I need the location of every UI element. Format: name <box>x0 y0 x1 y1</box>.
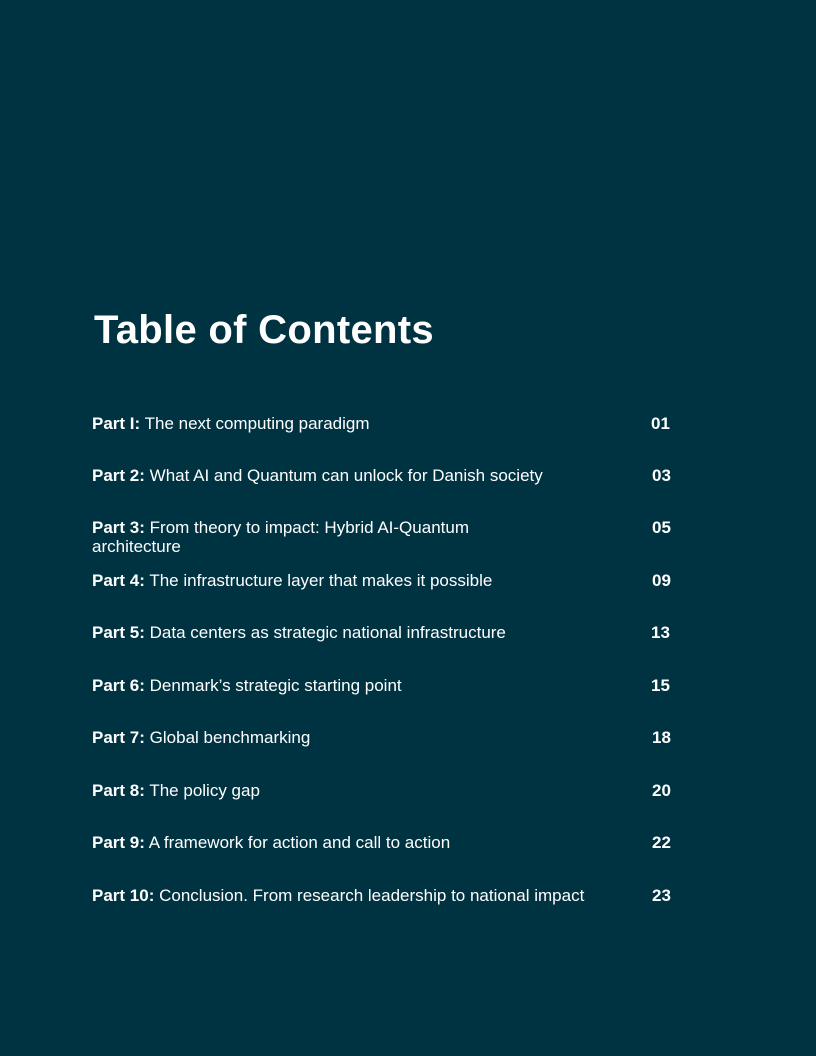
toc-entry-title: The policy gap <box>149 781 260 800</box>
toc-entry-text <box>92 728 612 747</box>
toc-entry-text <box>92 466 612 485</box>
toc-entry-title: The infrastructure layer that makes it possible <box>149 571 493 590</box>
toc-page-number: 01 <box>651 414 670 433</box>
toc-entry-title: Global benchmarking <box>149 728 311 747</box>
toc-part-label: Part I: <box>92 414 141 433</box>
toc-part-label: Part 5: <box>92 623 145 642</box>
toc-entry-text <box>92 623 612 642</box>
toc-part-label: Part 10: <box>92 886 155 905</box>
toc-page-number: 22 <box>652 833 671 852</box>
toc-entry-text <box>92 414 612 433</box>
toc-page-number: 20 <box>652 781 671 800</box>
toc-part-label: Part 8: <box>92 781 145 800</box>
toc-entry-text <box>92 781 612 800</box>
toc-entry-title: From theory to impact: Hybrid AI-Quantum architecture <box>92 518 469 556</box>
toc-page-number: 09 <box>652 571 671 590</box>
toc-entry-text <box>92 571 612 590</box>
table-of-contents <box>92 0 692 1056</box>
toc-part-label: Part 6: <box>92 676 145 695</box>
toc-page-number: 13 <box>651 623 670 642</box>
toc-entry-text <box>92 676 612 695</box>
toc-page-number: 23 <box>652 886 671 905</box>
toc-entry-title: Data centers as strategic national infrastructure <box>149 623 506 642</box>
toc-part-label: Part 7: <box>92 728 145 747</box>
toc-entry-title: Denmark’s strategic starting point <box>149 676 402 695</box>
toc-page-number: 03 <box>652 466 671 485</box>
page-title: Table of Contents <box>94 308 434 352</box>
toc-entry-title: The next computing paradigm <box>144 414 370 433</box>
toc-page-number: 18 <box>652 728 671 747</box>
toc-entry-text <box>92 833 612 852</box>
toc-entry-title: Conclusion. From research leadership to national impact <box>159 886 585 905</box>
toc-part-label: Part 3: <box>92 518 145 537</box>
toc-entry-title: A framework for action and call to action <box>148 833 451 852</box>
toc-entry-text <box>92 518 532 556</box>
toc-page-number: 15 <box>651 676 670 695</box>
toc-part-label: Part 4: <box>92 571 145 590</box>
toc-part-label: Part 2: <box>92 466 145 485</box>
toc-entry-text <box>92 886 592 905</box>
toc-part-label: Part 9: <box>92 833 145 852</box>
toc-page-number: 05 <box>652 518 671 537</box>
toc-entry-title: What AI and Quantum can unlock for Danish society <box>149 466 543 485</box>
